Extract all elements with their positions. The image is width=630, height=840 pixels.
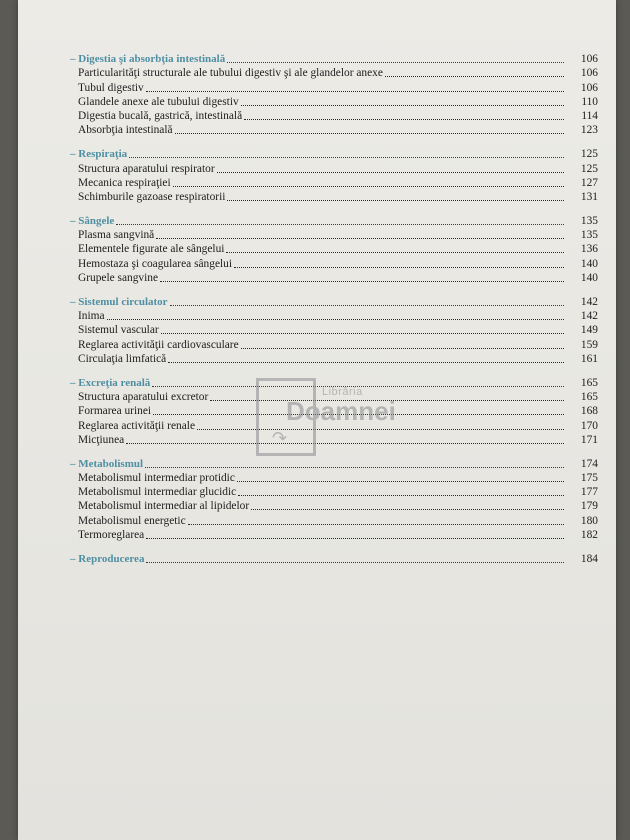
toc-entry [70, 228, 598, 242]
toc-heading-title: – Digestia şi absorbţia intestinală [70, 53, 226, 66]
toc-entry-title: Metabolismul intermediar glucidic [78, 486, 237, 499]
toc-page-number: 171 [580, 433, 598, 446]
toc-dot-leader [227, 62, 564, 63]
toc-dot-leader [217, 172, 564, 173]
toc-dot-leader [107, 319, 564, 320]
toc-page-number: 165 [580, 376, 598, 389]
toc-entry-title: Structura aparatului excretor [78, 391, 209, 404]
toc-dot-leader [145, 467, 564, 468]
toc-entry [70, 390, 598, 404]
toc-dot-leader [129, 157, 564, 158]
toc-entry-title: Sistemul vascular [78, 324, 159, 337]
toc-entry-title: Metabolismul energetic [78, 514, 186, 527]
toc-page-number: 123 [580, 124, 598, 137]
toc-dot-leader [251, 509, 564, 510]
toc-page-number: 179 [580, 500, 598, 513]
toc-dot-leader [238, 495, 564, 496]
toc-page-number: 142 [580, 296, 598, 308]
toc-entry-title: Micţiunea [78, 433, 125, 446]
toc-section-heading [70, 147, 598, 161]
toc-entry [70, 433, 598, 447]
toc-page-number: 174 [580, 457, 598, 470]
toc-entry [70, 471, 598, 485]
toc-entry-title: Tubul digestiv [78, 81, 144, 94]
toc-entry [70, 123, 598, 137]
toc-dot-leader [188, 524, 564, 525]
toc-page-number: 161 [580, 352, 598, 365]
toc-entry-title: Structura aparatului respirator [78, 162, 215, 175]
toc-entry-title: Elementele figurate ale sângelui [78, 243, 225, 256]
toc-entry-title: Plasma sangvină [78, 229, 155, 242]
toc-dot-leader [385, 76, 564, 77]
toc-page-number: 125 [580, 162, 598, 175]
toc-dot-leader [156, 238, 564, 239]
toc-page-number: 135 [580, 229, 598, 242]
toc-dot-leader [210, 400, 564, 401]
book-page [18, 0, 616, 840]
toc-page-number: 127 [580, 176, 598, 189]
toc-entry [70, 513, 598, 527]
toc-entry-title: Termoreglarea [78, 528, 145, 541]
watermark-main-text: Doamnei [286, 396, 396, 426]
toc-dot-leader [153, 414, 564, 415]
toc-section-heading [70, 376, 598, 390]
toc-entry-title: Metabolismul intermediar al lipidelor [78, 500, 250, 513]
toc-dot-leader [241, 105, 564, 106]
toc-entry [70, 66, 598, 80]
toc-entry [70, 176, 598, 190]
toc-dot-leader [237, 481, 564, 482]
toc-page-number: 149 [580, 324, 598, 337]
toc-section-heading [70, 295, 598, 309]
toc-section [70, 295, 598, 366]
toc-section [70, 214, 598, 285]
toc-page-number: 106 [580, 53, 598, 66]
toc-section-heading [70, 214, 598, 228]
toc-section-heading [70, 552, 598, 566]
toc-dot-leader [170, 305, 564, 306]
toc-dot-leader [160, 281, 564, 282]
toc-section-heading [70, 52, 598, 66]
toc-section [70, 147, 598, 204]
toc-page-number: 165 [580, 391, 598, 404]
toc-entry-title: Grupele sangvine [78, 271, 159, 284]
toc-entry [70, 323, 598, 337]
toc-entry [70, 404, 598, 418]
toc-entry [70, 309, 598, 323]
toc-page-number: 136 [580, 243, 598, 256]
toc-heading-title: – Sângele [70, 215, 115, 228]
toc-entry [70, 95, 598, 109]
toc-heading-title: – Reproducerea [70, 553, 145, 565]
toc-entry-title: Glandele anexe ale tubului digestiv [78, 95, 239, 108]
toc-dot-leader [227, 200, 564, 201]
toc-dot-leader [152, 386, 564, 387]
toc-page-number: 106 [580, 67, 598, 80]
toc-dot-leader [175, 133, 564, 134]
toc-page-number: 140 [580, 271, 598, 284]
toc-dot-leader [146, 562, 564, 563]
toc-page-number: 110 [581, 95, 598, 108]
toc-entry-title: Metabolismul intermediar protidic [78, 472, 235, 485]
toc-section [70, 52, 598, 137]
toc-entry [70, 418, 598, 432]
toc-entry [70, 242, 598, 256]
toc-page-number: 142 [580, 310, 598, 323]
toc-entry [70, 337, 598, 351]
toc-page-number: 131 [580, 190, 598, 203]
toc-dot-leader [173, 186, 564, 187]
toc-entry [70, 352, 598, 366]
toc-entry [70, 271, 598, 285]
toc-heading-title: – Respiraţia [70, 148, 128, 161]
toc-entry [70, 485, 598, 499]
toc-dot-leader [146, 91, 564, 92]
toc-page-number: 175 [580, 472, 598, 485]
toc-entry-title: Schimburile gazoase respiratorii [78, 190, 226, 203]
toc-dot-leader [241, 348, 564, 349]
toc-page-number: 168 [580, 405, 598, 418]
toc-heading-title: – Sistemul circulator [70, 296, 168, 308]
toc-page-number: 180 [580, 514, 598, 527]
toc-entry [70, 256, 598, 270]
toc-section-heading [70, 457, 598, 471]
toc-section [70, 457, 598, 542]
toc-dot-leader [226, 252, 564, 253]
toc-section [70, 376, 598, 447]
toc-dot-leader [161, 333, 564, 334]
toc-page-number: 182 [580, 528, 598, 541]
toc-dot-leader [168, 362, 564, 363]
toc-page-number: 177 [580, 486, 598, 499]
watermark-arrow-icon: ↷ [272, 428, 288, 449]
toc-entry [70, 161, 598, 175]
toc-dot-leader [126, 443, 564, 444]
toc-section [70, 552, 598, 566]
toc-dot-leader [244, 119, 564, 120]
toc-entry [70, 499, 598, 513]
toc-entry-title: Inima [78, 310, 105, 323]
toc-entry-title: Absorbţia intestinală [78, 124, 173, 137]
toc-page-number: 135 [580, 215, 598, 228]
toc-entry [70, 190, 598, 204]
toc-page-number: 140 [580, 257, 598, 270]
toc-entry-title: Circulaţia limfatică [78, 352, 167, 365]
toc-entry-title: Digestia bucală, gastrică, intestinală [78, 109, 243, 122]
toc-entry [70, 109, 598, 123]
toc-dot-leader [116, 224, 564, 225]
toc-page-number: 159 [580, 338, 598, 351]
toc-entry-title: Hemostaza şi coagularea sângelui [78, 257, 233, 270]
toc-dot-leader [197, 429, 564, 430]
watermark-top-text: Librăria [322, 386, 363, 398]
toc-dot-leader [146, 538, 564, 539]
toc-entry-title: Formarea urinei [78, 405, 152, 418]
toc-page-number: 184 [580, 553, 598, 565]
toc-heading-title: – Metabolismul [70, 457, 144, 470]
toc-heading-title: – Excreţia renală [70, 376, 151, 389]
toc-entry-title: Particularităţi structurale ale tubului digestiv şi ale glandelor anexe [78, 67, 383, 80]
toc-page-number: 125 [580, 148, 598, 161]
toc-entry [70, 528, 598, 542]
toc-entry-title: Mecanica respiraţiei [78, 176, 171, 189]
toc-page-number: 106 [580, 81, 598, 94]
toc-entry-title: Reglarea activităţii renale [78, 419, 196, 432]
toc-entry-title: Reglarea activităţii cardiovasculare [78, 338, 239, 351]
toc-entry [70, 80, 598, 94]
toc-page-number: 170 [580, 419, 598, 432]
toc-dot-leader [234, 267, 564, 268]
table-of-contents [70, 52, 598, 576]
toc-page-number: 114 [581, 109, 598, 122]
